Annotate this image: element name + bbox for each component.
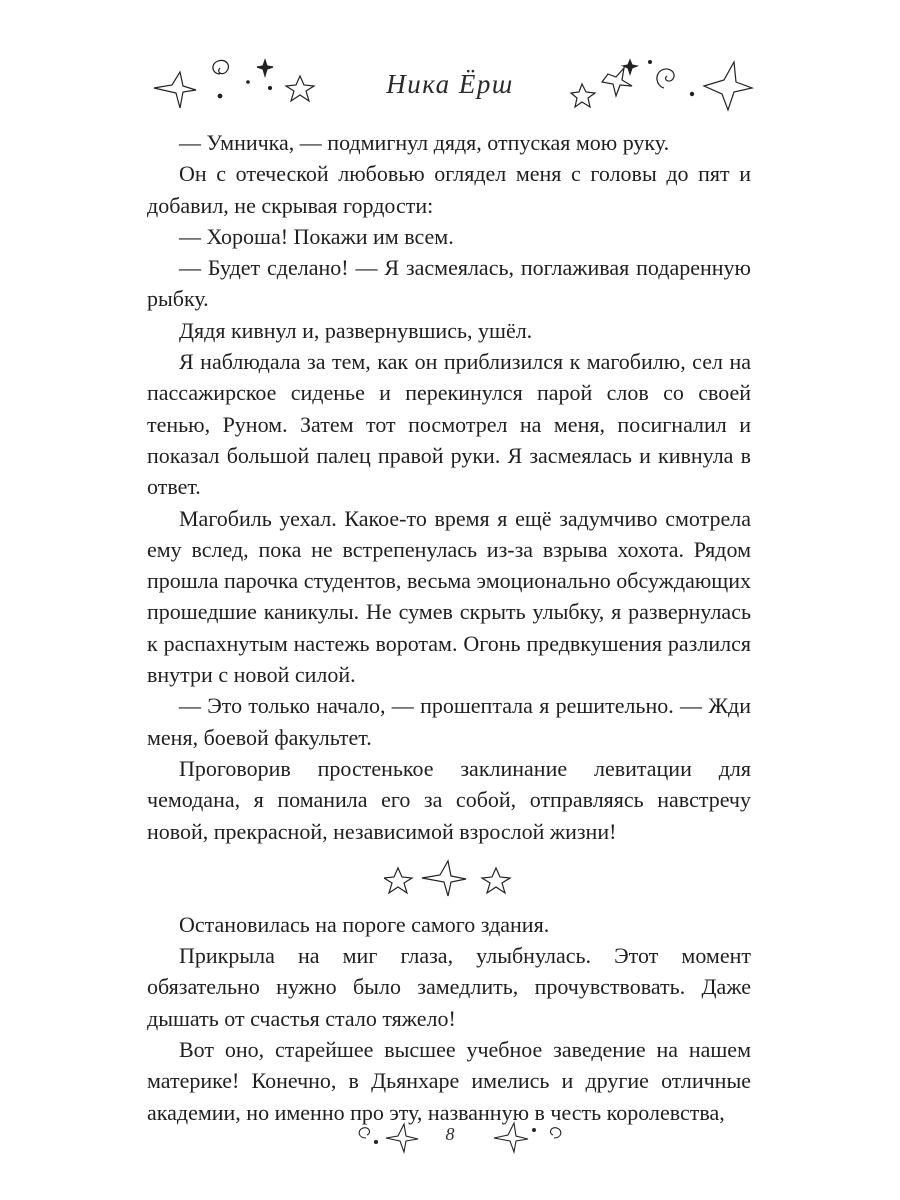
page-footer	[0, 1112, 900, 1162]
paragraph: Он с отеческой любовью оглядел меня с головы до пят и добавил, не скрывая гордости:	[147, 161, 751, 218]
paragraph: Остановилась на пороге самого здания.	[179, 911, 550, 937]
footer-ornament-right-icon	[492, 1120, 572, 1154]
page-body-text	[147, 127, 751, 1128]
header-author-name: Ника Ёрш	[386, 69, 514, 99]
header-ornament-right-icon	[566, 52, 756, 112]
page-number: 8	[445, 1124, 455, 1144]
stars-divider-icon	[384, 858, 514, 898]
paragraph: Прикрыла на миг глаза, улыбнулась. Этот момент обязательно нужно было замедлить, прочувствовать. Даже дышать от счастья стало тяжело!	[147, 943, 751, 1031]
paragraph: Проговорив простенькое заклинание левитации для чемодана, я поманила его за собой, отправляясь навстречу новой, прекрасной, независимой взрослой жизни!	[147, 755, 751, 844]
paragraph: Дядя кивнул и, развернувшись, ушёл.	[179, 317, 533, 343]
paragraph: Магобиль уехал. Какое-то время я ещё задумчиво смотрела ему вслед, пока не встрепенулась из-за взрыва хохота. Рядом прошла парочка студентов, весьма эмоционально обсуждающих прошедшие каникулы. Не сумев скрыть улыбку, я развернулась к распахнутым настежь воротам. Огонь предвкушения разлился внутри с новой силой.	[147, 505, 751, 688]
paragraph: — Будет сделано! — Я засмеялась, поглаживая подаренную рыбку.	[147, 255, 751, 312]
paragraph: — Это только начало, — прошептала я решительно. — Жди меня, боевой факультет.	[147, 693, 751, 750]
section-divider	[147, 847, 751, 909]
paragraph: Вот оно, старейшее высшее учебное заведение на нашем материке! Конечно, в Дьянхаре имелись и другие отличные академии, но именно про эту, названную в честь королевства,	[147, 1037, 751, 1125]
page-header	[0, 48, 900, 128]
paragraph: — Хороша! Покажи им всем.	[179, 223, 454, 249]
paragraph: — Умничка, — подмигнул дядя, отпуская мою руку.	[179, 130, 670, 155]
paragraph: Я наблюдала за тем, как он приблизился к магобилю, сел на пассажирское сиденье и перекинулся парой слов со своей тенью, Руном. Затем тот посмотрел на меня, посигналил и показал большой палец правой руки. Я засмеялась и кивнула в ответ.	[147, 349, 751, 500]
